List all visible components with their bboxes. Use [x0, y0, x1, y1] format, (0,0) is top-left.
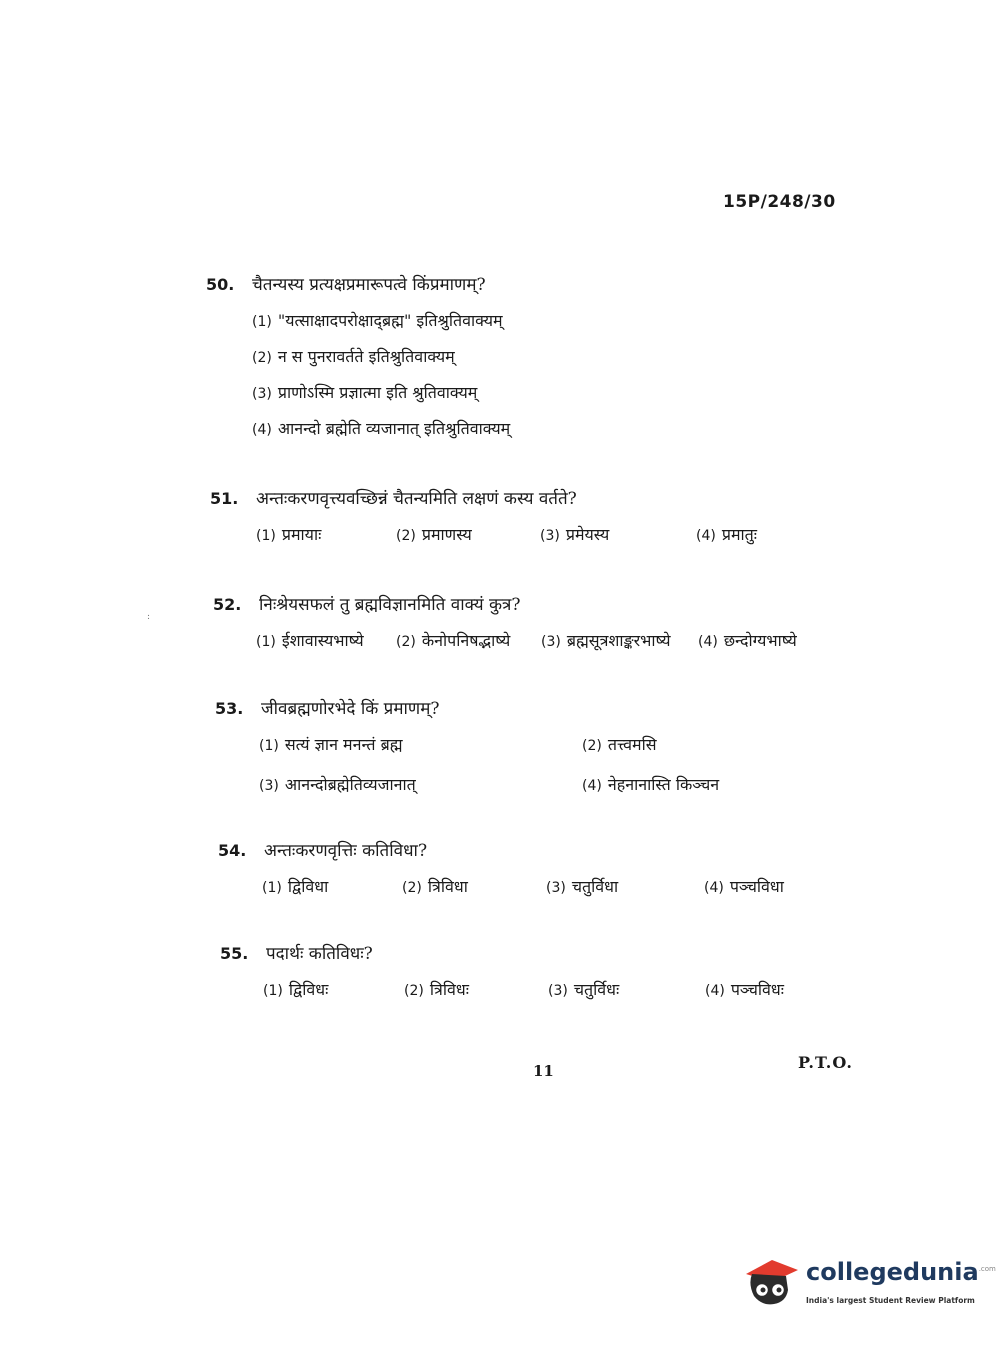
question-text: जीवब्रह्मणोरभेदे किं प्रमाणम्? — [261, 699, 440, 719]
option-row — [213, 629, 833, 655]
question-text: अन्तःकरणवृत्तिः कतिविधा? — [264, 841, 428, 861]
option: (4) प्रमातुः — [696, 525, 758, 544]
option-row — [210, 523, 910, 549]
option: (3) चतुर्विधः — [548, 980, 620, 999]
option: (3) चतुर्विधा — [546, 877, 619, 896]
question-53 — [215, 696, 915, 799]
question-number: 52. — [213, 595, 242, 614]
question-number: 54. — [218, 841, 247, 860]
option: (3) प्रमेयस्य — [540, 525, 610, 544]
option: (1) सत्यं ज्ञान मनन्तं ब्रह्म — [259, 735, 403, 754]
question-text: निःश्रेयसफलं तु ब्रह्मविज्ञानमिति वाक्यं कुत्र? — [259, 595, 521, 615]
question-52 — [213, 592, 833, 655]
option: (1) द्विविधा — [262, 877, 329, 896]
option: (1) "यत्साक्षादपरोक्षाद्ब्रह्म" इतिश्रुतिवाक्यम् — [252, 311, 503, 330]
option: (3) ब्रह्मसूत्रशाङ्करभाष्ये — [541, 631, 671, 650]
question-54 — [218, 838, 918, 901]
option-row — [218, 875, 918, 901]
option: (1) प्रमायाः — [256, 525, 322, 544]
question-55 — [220, 941, 920, 1004]
option: (1) द्विविधः — [263, 980, 329, 999]
question-number: 53. — [215, 699, 244, 718]
option: (2) प्रमाणस्य — [396, 525, 472, 544]
collegedunia-logo[interactable] — [742, 1252, 996, 1312]
page-number: 11 — [533, 1062, 554, 1080]
question-number: 55. — [220, 944, 249, 963]
option: (3) प्राणोऽस्मि प्रज्ञात्मा इति श्रुतिवाक्यम् — [252, 383, 478, 402]
option-row — [215, 733, 915, 759]
question-text: चैतन्यस्य प्रत्यक्षप्रमारूपत्वे किंप्रमाणम्? — [252, 275, 486, 295]
option: (3) आनन्दोब्रह्मेतिव्यजानात् — [259, 775, 416, 794]
question-51 — [210, 486, 910, 549]
option: (4) पञ्चविधः — [705, 980, 784, 999]
question-number: 51. — [210, 489, 239, 508]
question-50 — [206, 272, 906, 439]
option: (2) केनोपनिषद्भाष्ये — [396, 631, 511, 650]
option-list — [252, 309, 906, 439]
option: (4) आनन्दो ब्रह्मेति व्यजानात् इतिश्रुतिवाक्यम् — [252, 419, 511, 438]
page-code: 15P/248/30 — [723, 192, 836, 212]
option: (4) पञ्चविधा — [704, 877, 784, 896]
option: (4) छन्दोग्यभाष्ये — [698, 631, 797, 650]
option: (4) नेहनानास्ति किञ्चन — [582, 775, 720, 794]
option: (1) ईशावास्यभाष्ये — [256, 631, 364, 650]
option: (2) तत्त्वमसि — [582, 735, 657, 754]
pto-label: P.T.O. — [798, 1053, 853, 1072]
question-text: पदार्थः कतिविधः? — [266, 944, 373, 964]
student-mascot-icon — [742, 1252, 800, 1310]
option: (2) त्रिविधा — [402, 877, 468, 896]
logo-tagline: India's largest Student Review Platform — [806, 1296, 975, 1305]
option: (2) न स पुनरावर्तते इतिश्रुतिवाक्यम् — [252, 347, 455, 366]
option: (2) त्रिविधः — [404, 980, 469, 999]
option-row — [215, 773, 915, 799]
option-row — [220, 978, 920, 1004]
question-number: 50. — [206, 275, 235, 294]
logo-wordmark: collegedunia$^{.com}$ — [806, 1258, 996, 1286]
margin-mark: : — [147, 612, 151, 622]
question-text: अन्तःकरणवृत्त्यवच्छिन्नं चैतन्यमिति लक्षणं कस्य वर्तते? — [256, 489, 577, 509]
